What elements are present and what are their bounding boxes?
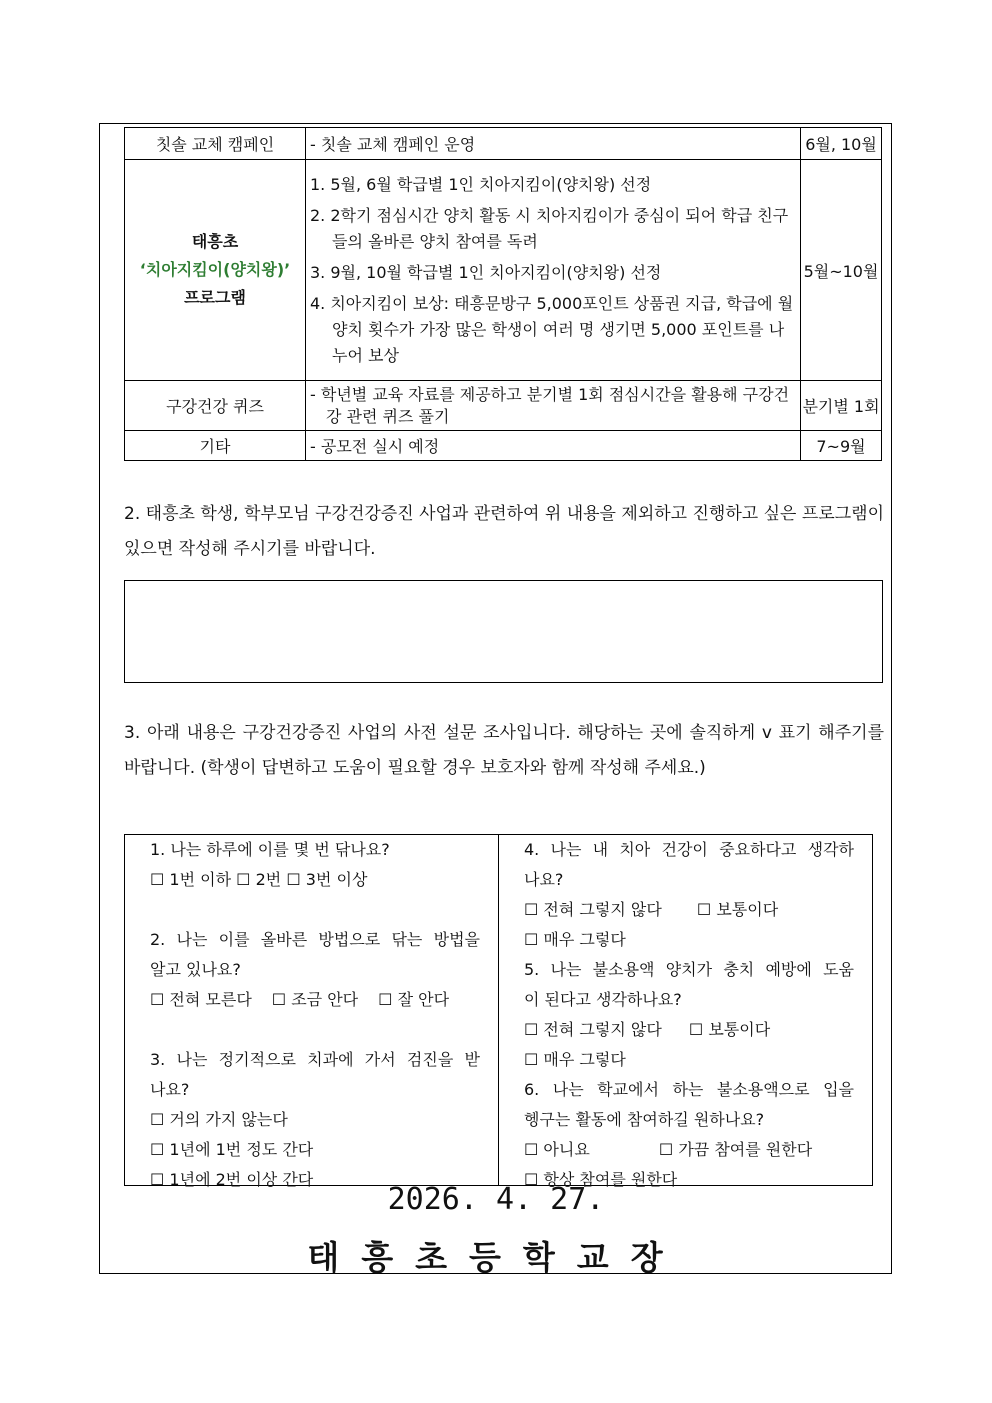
survey-left-column: [125, 835, 499, 1189]
survey-question: 5. 나는 불소용액 양치가 충치 예방에 도움: [524, 960, 854, 979]
survey-question: 3. 나는 정기적으로 치과에 가서 검진을 받: [150, 1050, 480, 1069]
question-3-text: 3. 아래 내용은 구강건강증진 사업의 사전 설문 조사입니다. 해당하는 곳에 솔직하게 v 표기 해주기를 바랍니다. (학생이 답변하고 도움이 필요할 경우 보호자와 함께 작성해 주세요.): [124, 723, 884, 778]
program-name-line: ‘치아지킴이(양치왕)’: [139, 260, 291, 279]
survey-option[interactable]: ☐ 2번: [236, 870, 282, 889]
survey-option[interactable]: ☐ 매우 그렇다: [524, 930, 626, 949]
survey-option[interactable]: ☐ 조금 안다: [271, 990, 359, 1009]
survey-option[interactable]: ☐ 보통이다: [696, 900, 779, 919]
program-name: 기타: [125, 431, 306, 461]
program-detail: - 칫솔 교체 캠페인 운영: [306, 128, 801, 160]
question-2-text: 2. 태흥초 학생, 학부모님 구강건강증진 사업과 관련하여 위 내용을 제외하고 진행하고 싶은 프로그램이 있으면 작성해 주시기를 바랍니다.: [124, 504, 884, 559]
survey-question: 1. 나는 하루에 이를 몇 번 닦나요?: [150, 840, 390, 859]
table-row: [125, 431, 882, 461]
survey-question: 6. 나는 학교에서 하는 불소용액으로 입을: [524, 1080, 854, 1099]
survey-option[interactable]: ☐ 3번 이상: [286, 870, 368, 889]
program-name: [125, 160, 306, 381]
program-period: 분기별 1회: [801, 381, 882, 431]
program-name-line: 프로그램: [184, 288, 246, 307]
principal-signature: 태흥초등학교장: [307, 1238, 685, 1277]
survey-option[interactable]: ☐ 잘 안다: [378, 990, 450, 1009]
list-item: 4. 치아지킴이 보상: 태흥문방구 5,000포인트 상품권 지급, 학급에 월 양치 횟수가 가장 많은 학생이 여러 명 생기면 5,000 포인트를 나누어 보상: [310, 293, 794, 365]
survey-options: [150, 865, 480, 895]
program-period: 6월, 10월: [801, 128, 882, 160]
table-row: [125, 160, 882, 381]
list-item: 1. 5월, 6월 학급별 1인 치아지킴이(양치왕) 선정: [310, 174, 652, 194]
survey-right-column: [499, 835, 872, 1189]
list-item: 3. 9월, 10월 학급별 1인 치아지킴이(양치왕) 선정: [310, 262, 662, 282]
survey-options: [524, 895, 854, 925]
table-row: [125, 128, 882, 160]
survey-option[interactable]: ☐ 거의 가지 않는다: [150, 1110, 288, 1129]
survey-option[interactable]: ☐ 항상 참여를 원한다: [524, 1170, 678, 1189]
survey-option[interactable]: ☐ 매우 그렇다: [524, 1050, 626, 1069]
answer-box[interactable]: [124, 580, 883, 683]
survey-option[interactable]: ☐ 전혀 모른다: [150, 990, 252, 1009]
survey-option[interactable]: ☐ 1년에 1번 정도 간다: [150, 1140, 314, 1159]
list-item: 2. 2학기 점심시간 양치 활동 시 치아지킴이가 중심이 되어 학급 친구들의 올바른 양치 참여를 독려: [310, 205, 789, 251]
survey-option[interactable]: ☐ 전혀 그렇지 않다: [524, 900, 662, 919]
survey-option[interactable]: ☐ 가끔 참여를 원한다: [658, 1140, 813, 1159]
survey-box: [124, 834, 873, 1189]
list-item: - 학년별 교육 자료를 제공하고 분기별 1회 점심시간을 활용해 구강건강 관련 퀴즈 풀기: [310, 384, 790, 426]
program-name: 구강건강 퀴즈: [125, 381, 306, 431]
program-name: 칫솔 교체 캠페인: [125, 128, 306, 160]
survey-option[interactable]: ☐ 아니요: [524, 1140, 590, 1159]
table-row: [125, 381, 882, 431]
survey-option[interactable]: ☐ 1번 이하: [150, 870, 232, 889]
survey-question: 2. 나는 이를 올바른 방법으로 닦는 방법을: [150, 930, 480, 949]
survey-options: [150, 985, 480, 1015]
survey-question: 나요?: [150, 1080, 190, 1099]
document-date: 2026. 4. 27.: [387, 1182, 605, 1217]
survey-option[interactable]: ☐ 전혀 그렇지 않다: [524, 1020, 662, 1039]
survey-question: 알고 있나요?: [150, 960, 241, 979]
survey-option[interactable]: ☐ 보통이다: [688, 1020, 771, 1039]
program-detail: [306, 160, 801, 381]
survey-question: 헹구는 활동에 참여하길 원하나요?: [524, 1110, 765, 1129]
survey-options: [524, 1135, 854, 1165]
survey-options: [524, 1015, 854, 1045]
survey-question: 나요?: [524, 870, 564, 889]
program-name-line: 태흥초: [191, 232, 239, 251]
survey-question: 이 된다고 생각하나요?: [524, 990, 682, 1009]
survey-option[interactable]: ☐ 1년에 2번 이상 간다: [150, 1170, 314, 1189]
program-detail: - 공모전 실시 예정: [306, 431, 801, 461]
program-detail: [306, 381, 801, 431]
program-period: 5월~10월: [801, 160, 882, 381]
program-period: 7~9월: [801, 431, 882, 461]
program-table: [124, 127, 882, 461]
survey-question: 4. 나는 내 치아 건강이 중요하다고 생각하: [524, 840, 854, 859]
